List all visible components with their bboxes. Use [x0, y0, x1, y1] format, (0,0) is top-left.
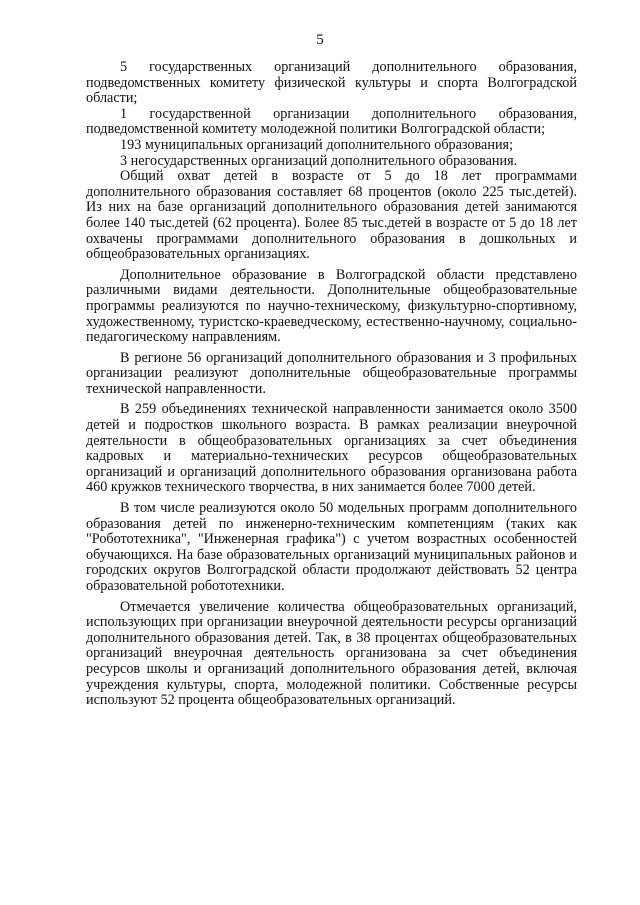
page-number: 5 [316, 32, 324, 48]
paragraph-youth-organization: 1 государственной организации дополнительного образования, подведомственной комитету молодежной политики Волгоградской области; [86, 105, 577, 138]
paragraph-nongovernmental-organizations: 3 негосударственных организаций дополнительного образования. [120, 152, 518, 169]
paragraph-technical-organizations: В регионе 56 организаций дополнительного образования и 3 профильных организации реализуют дополнительные общеобразовательные программы технической направленности. [86, 349, 577, 397]
body-text [86, 60, 577, 714]
paragraph-extracurricular-resources: Отмечается увеличение количества общеобразовательных организаций, использующих при организации внеурочной деятельности ресурсы организаций дополнительного образования детей. Так, в 38 процентах общеобразовательных организаций внеурочная деятельность организована за счет объединения ресурсов школы и организаций дополнительного образования детей, включая учреждения культуры, спорта, молодежной политики. Собственные ресурсы используют 52 процента общеобразовательных организаций. [86, 598, 577, 709]
paragraph-municipal-organizations: 193 муниципальных организаций дополнительного образования; [120, 136, 514, 153]
paragraph-coverage: Общий охват детей в возрасте от 5 до 18 лет программами дополнительного образования составляет 68 процентов (около 225 тыс.детей). Из них на базе организаций дополнительного образования детей занимаются более 140 тыс.детей (62 процента). Более 85 тыс.детей в возрасте от 5 до 18 лет охвачены программами дополнительного образования в дошкольных и общеобразовательных организациях. [86, 168, 577, 263]
paragraph-technical-associations: В 259 объединениях технической направленности занимается около 3500 детей и подростков школьного возраста. В рамках реализации внеурочной деятельности в общеобразовательных организациях за счет объединения кадровых и материально-технических ресурсов общеобразовательных организаций и организаций дополнительного образования организована работа 460 кружков технического творчества, в них занимается более 7000 детей. [86, 401, 577, 496]
paragraph-sport-organizations: 5 государственных организаций дополнительного образования, подведомственных комитету физической культуры и спорта Волгоградской области; [86, 59, 577, 107]
paragraph-activity-types: Дополнительное образование в Волгоградской области представлено различными видами деятельности. Дополнительные общеобразовательные программы реализуются по научно-техническому, физкультурно-спортивному, художественному, туристско-краеведческому, естественно-научному, социально-педагогическому направлениям. [86, 266, 577, 346]
paragraph-model-programs: В том числе реализуются около 50 модельных программ дополнительного образования детей по инженерно-техническим компетенциям (таких как "Робототехника", "Инженерная графика") с учетом возрастных особенностей обучающихся. На базе образовательных организаций муниципальных районов и городских округов Волгоградской области продолжают действовать 52 центра образовательной робототехники. [86, 500, 577, 594]
